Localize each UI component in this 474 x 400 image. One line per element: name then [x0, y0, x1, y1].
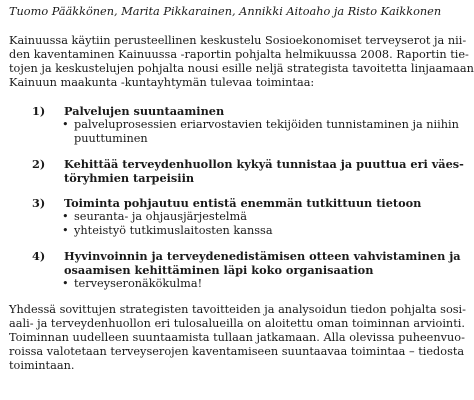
bullet-line: • palveluprosessien eriarvostavien tekijöiden tunnistaminen ja niihin — [74, 118, 459, 131]
goals-list — [9, 104, 464, 291]
goal-heading — [64, 157, 464, 185]
goal-heading — [64, 249, 461, 277]
goal-heading-line: Kehittää terveydenhuollon kykyä tunnistaa ja puuttua eri väes- — [64, 157, 464, 171]
closing-line: aali- ja terveydenhuollon eri tulosalueilla on aloitettu oman toiminnan arviointi. — [9, 317, 465, 330]
bullet-item — [64, 224, 397, 238]
intro-line: Kainuussa käytiin perusteellinen keskustelu Sosioekonomiset terveyserot ja nii- — [9, 34, 467, 47]
bullet-item — [64, 118, 459, 146]
bullet-line: • yhteistyö tutkimuslaitosten kanssa — [74, 224, 273, 237]
goal-number: 4) — [32, 249, 46, 263]
goal-number: 3) — [32, 196, 46, 210]
goal-heading — [64, 196, 422, 210]
closing-line: Toiminnan uudelleen suuntaamista tullaan jatkamaan. Alla olevissa puheenvuo- — [9, 331, 465, 344]
goal-number: 1) — [32, 104, 46, 118]
goal-item-1 — [9, 104, 459, 146]
document-page — [9, 5, 474, 373]
goal-item-2 — [9, 157, 464, 185]
goal-heading-line: osaamisen kehittäminen läpi koko organisaation — [64, 263, 374, 277]
goal-item-3 — [9, 196, 422, 238]
goal-bullets — [64, 277, 397, 291]
intro-paragraph — [9, 34, 474, 90]
intro-line: den kaventaminen Kainuussa -raportin pohjalta helmikuussa 2008. Raportin tie- — [9, 48, 469, 61]
authors-line: Tuomo Pääkkönen, Marita Pikkarainen, Annikki Aitoaho ja Risto Kaikkonen — [9, 5, 442, 18]
bullet-item — [64, 210, 397, 224]
goal-heading — [64, 104, 397, 118]
closing-paragraph — [9, 303, 466, 373]
goal-heading-line: Hyvinvoinnin ja terveydenedistämisen otteen vahvistaminen ja — [64, 249, 461, 263]
goal-heading-line: töryhmien tarpeisiin — [64, 171, 195, 185]
goal-number: 2) — [32, 157, 46, 171]
closing-line: Yhdessä sovittujen strategisten tavoitteiden ja analysoidun tiedon pohjalta sosi- — [9, 303, 466, 316]
goal-bullets — [64, 118, 459, 146]
goal-heading-line: Palvelujen suuntaaminen — [64, 104, 225, 118]
bullet-line: puuttuminen — [74, 132, 148, 145]
goal-item-4 — [9, 249, 461, 291]
closing-line: toimintaan. — [9, 359, 75, 372]
intro-line: tojen ja keskustelujen pohjalta nousi esille neljä strategista tavoitetta linjaamaan — [9, 62, 474, 75]
goal-heading-line: Toiminta pohjautuu entistä enemmän tutkittuun tietoon — [64, 196, 422, 210]
bullet-line: • terveyseronäkökulma! — [74, 277, 203, 290]
bullet-item — [64, 277, 397, 291]
goal-bullets — [64, 210, 397, 238]
closing-line: roissa valotetaan terveyserojen kaventamiseen suuntaavaa toimintaa – tiedosta — [9, 345, 465, 358]
intro-line: Kainuun maakunta -kuntayhtymän tulevaa toimintaa: — [9, 76, 315, 89]
bullet-line: • seuranta- ja ohjausjärjestelmä — [74, 210, 247, 223]
